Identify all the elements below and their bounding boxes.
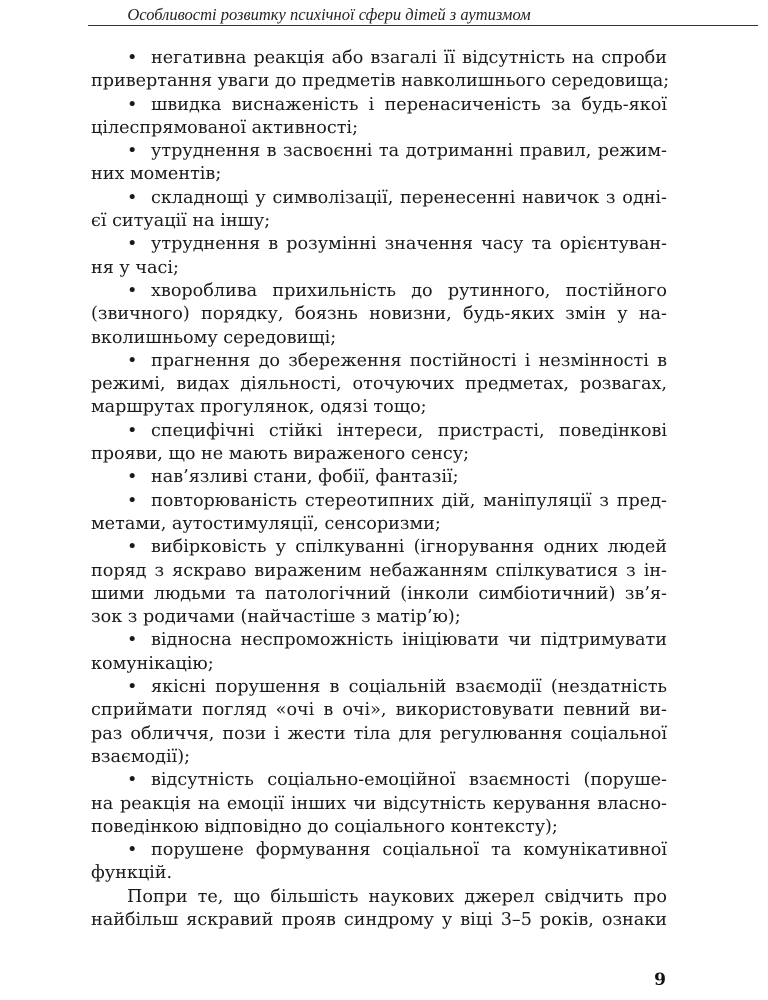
list-item-first-line xyxy=(91,629,667,652)
bullet-icon: • xyxy=(127,234,138,255)
bullet-list-item xyxy=(91,466,667,489)
bullet-icon: • xyxy=(127,48,138,68)
list-item-continuation-line xyxy=(91,816,667,839)
bullet-list-item xyxy=(91,629,667,676)
list-item-first-line xyxy=(91,94,667,117)
line-text: ня у часі; xyxy=(91,257,179,278)
list-item-continuation-line xyxy=(91,606,667,629)
list-item-continuation-line xyxy=(91,303,667,326)
line-text: прагнення до збереження постійності і незмінності в xyxy=(151,350,667,371)
bullet-list-item xyxy=(91,536,667,629)
line-text: швидка виснаженість і перенасиченість за будь-якої xyxy=(151,94,667,115)
list-item-continuation-line xyxy=(91,396,667,419)
bullet-list-item xyxy=(91,140,667,187)
line-text: режимі, видах діяльності, оточуючих предметах, розвагах, xyxy=(91,374,667,395)
list-item-first-line xyxy=(91,490,667,513)
bullet-icon: • xyxy=(127,280,138,301)
bullet-icon: • xyxy=(127,490,138,511)
bullet-icon: • xyxy=(127,420,138,441)
line-text: зок з родичами (найчастіше з матір’ю); xyxy=(91,607,461,628)
paragraph-line: найбільш яскравий прояв синдрому у віці 3–5 років, ознаки xyxy=(91,909,667,930)
line-text: утруднення в розумінні значення часу та орієнтуван- xyxy=(151,234,667,255)
line-text: прояви, що не мають вираженого сенсу; xyxy=(91,444,469,465)
line-text: на реакція на емоції інших чи відсутність керування власно- xyxy=(91,793,667,814)
list-item-continuation-line xyxy=(91,513,667,536)
list-item-continuation-line xyxy=(91,653,667,676)
list-item-first-line xyxy=(91,676,667,699)
list-item-continuation-line xyxy=(91,163,667,186)
line-text: вибірковість у спілкуванні (ігнорування одних людей xyxy=(151,537,667,558)
bullet-icon: • xyxy=(127,677,138,698)
paragraph-line: Попри те, що більшість наукових джерел свідчить про xyxy=(127,886,667,907)
bullet-list-item xyxy=(91,676,667,769)
list-item-continuation-line xyxy=(91,443,667,466)
list-item-first-line xyxy=(91,769,667,792)
bullet-list-item xyxy=(91,47,670,94)
line-text: специфічні стійкі інтереси, пристрасті, поведінкові xyxy=(151,420,667,441)
line-text: цілеспрямованої активності; xyxy=(91,117,358,138)
line-text: вколишньому середовищі; xyxy=(91,327,337,348)
list-item-first-line xyxy=(91,187,667,210)
line-text: хвороблива прихильність до рутинного, постійного xyxy=(151,280,667,301)
list-item-first-line xyxy=(91,47,667,70)
list-item-continuation-line xyxy=(91,699,667,722)
line-text: привертання уваги до предметів навколишнього середовища; xyxy=(91,71,670,92)
line-text: порушене формування соціальної та комунікативної xyxy=(151,840,667,861)
header-rule xyxy=(88,25,758,26)
bullet-icon: • xyxy=(127,94,138,115)
page-body xyxy=(91,47,670,932)
list-item-first-line xyxy=(91,466,667,489)
bullet-list-item xyxy=(91,420,667,467)
line-text: відносна неспроможність ініціювати чи підтримувати xyxy=(151,630,667,651)
bullet-icon: • xyxy=(127,350,138,371)
list-item-first-line xyxy=(91,233,667,256)
bullet-list-item xyxy=(91,490,667,537)
bullet-list-item xyxy=(91,839,667,886)
list-item-continuation-line xyxy=(91,257,667,280)
line-text: комунікацію; xyxy=(91,653,214,674)
list-item-continuation-line xyxy=(91,117,667,140)
running-title: Особливості розвитку психічної сфери дітей з аутизмом xyxy=(127,5,531,24)
line-text: шими людьми та патологічний (інколи симбіотичний) зв’я- xyxy=(91,583,667,604)
line-text: метами, аутостимуляції, сенсоризми; xyxy=(91,513,441,534)
line-text: утруднення в засвоєнні та дотриманні правил, режим- xyxy=(151,141,667,162)
line-text: нав’язливі стани, фобії, фантазії; xyxy=(151,467,459,488)
bullet-icon: • xyxy=(127,141,138,162)
list-item-continuation-line xyxy=(91,723,667,746)
bullet-list-item xyxy=(91,769,667,839)
bullet-icon: • xyxy=(127,840,138,861)
list-item-first-line xyxy=(91,839,667,862)
list-item-continuation-line xyxy=(91,373,667,396)
running-header xyxy=(0,0,768,28)
list-item-continuation-line xyxy=(91,70,670,93)
list-item-continuation-line xyxy=(91,862,667,885)
bullet-list-item xyxy=(91,350,667,420)
line-text: негативна реакція або взагалі її відсутність на спроби xyxy=(151,48,667,68)
list-item-continuation-line xyxy=(91,327,667,350)
bullet-list-item xyxy=(91,233,667,280)
list-item-first-line xyxy=(91,536,667,559)
list-item-continuation-line xyxy=(91,560,667,583)
line-text: поведінкою відповідно до соціального контексту); xyxy=(91,816,558,837)
line-text: раз обличчя, пози і жести тіла для регулювання соціальної xyxy=(91,723,667,744)
line-text: маршрутах прогулянок, одязі тощо; xyxy=(91,397,427,418)
line-text: (звичного) порядку, боязнь новизни, будь-яких змін у на- xyxy=(91,304,667,325)
line-text: якісні порушення в соціальній взаємодії (нездатність xyxy=(151,677,667,698)
list-item-continuation-line xyxy=(91,793,667,816)
bullet-icon: • xyxy=(127,537,138,558)
list-item-first-line xyxy=(91,280,667,303)
list-item-continuation-line xyxy=(91,583,667,606)
line-text: функцій. xyxy=(91,863,173,884)
line-text: єї ситуації на іншу; xyxy=(91,211,271,232)
list-item-first-line xyxy=(91,420,667,443)
list-item-continuation-line xyxy=(91,210,667,233)
list-item-continuation-line xyxy=(91,746,667,769)
line-text: складнощі у символізації, перенесенні навичок з одні- xyxy=(151,187,667,208)
line-text: поряд з яскраво вираженим небажанням спілкуватися з ін- xyxy=(91,560,667,581)
line-text: повторюваність стереотипних дій, маніпуляції з пред- xyxy=(151,490,667,511)
line-text: сприймати погляд «очі в очі», використовувати певний ви- xyxy=(91,700,667,721)
line-text: них моментів; xyxy=(91,164,222,185)
page-number: 9 xyxy=(654,970,666,990)
bullet-icon: • xyxy=(127,630,138,651)
line-text: відсутність соціально-емоційної взаємності (поруше- xyxy=(151,770,667,791)
list-item-first-line xyxy=(91,140,667,163)
bullet-list-item xyxy=(91,187,667,234)
closing-paragraph xyxy=(91,886,667,933)
bullet-list-item xyxy=(91,94,667,141)
line-text: взаємодії); xyxy=(91,746,190,767)
bullet-icon: • xyxy=(127,467,138,488)
list-item-first-line xyxy=(91,350,667,373)
bullet-icon: • xyxy=(127,770,138,791)
bullet-icon: • xyxy=(127,187,138,208)
bullet-list-item xyxy=(91,280,667,350)
